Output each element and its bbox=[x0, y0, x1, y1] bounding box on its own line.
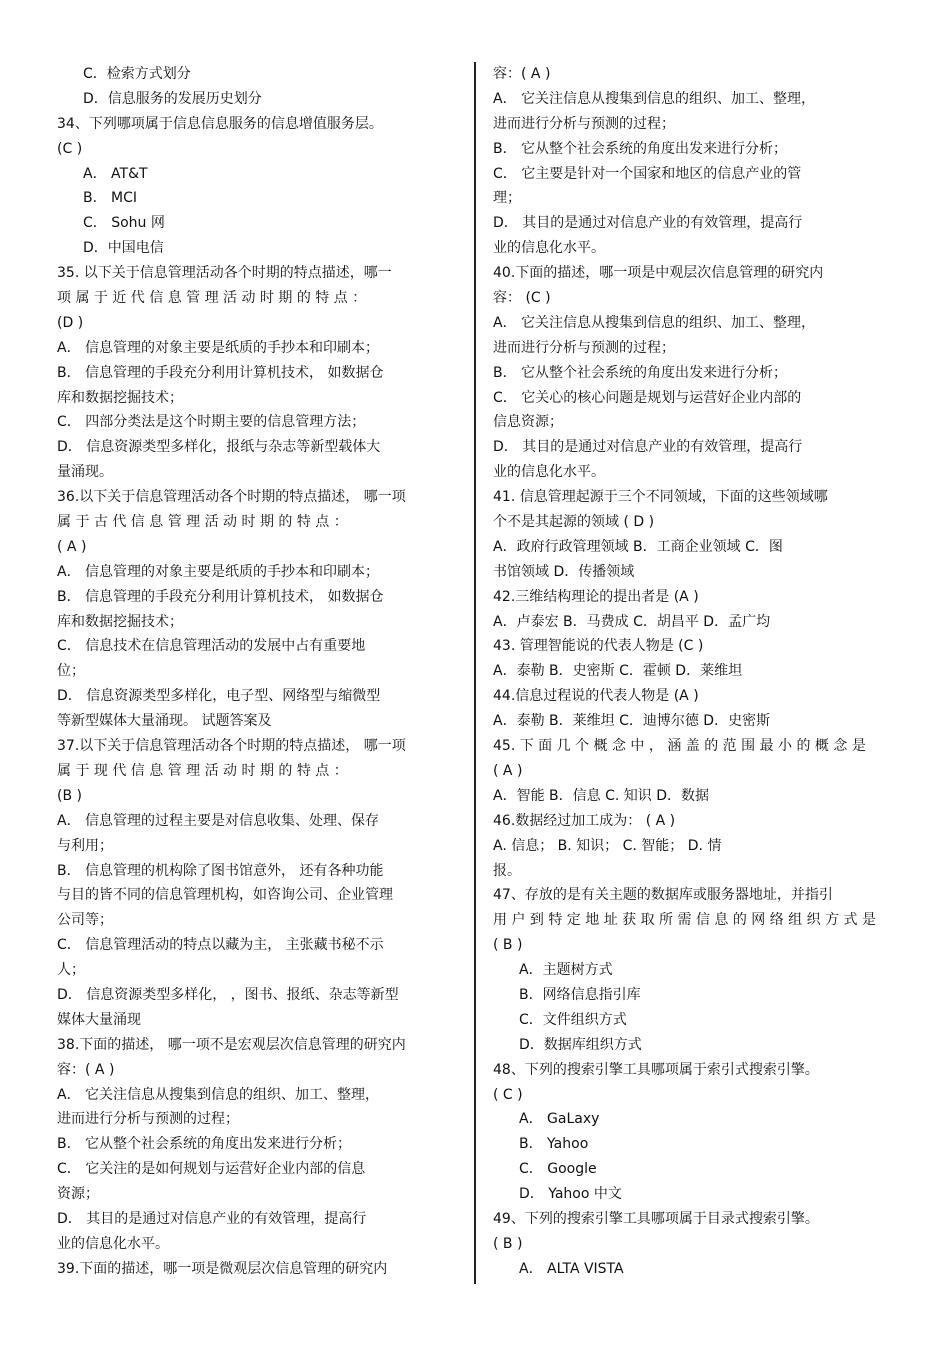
text-line: 36.以下关于信息管理活动各个时期的特点描述， 哪一项 bbox=[57, 489, 406, 506]
text-line: 库和数据挖掘技术； bbox=[57, 389, 183, 406]
text-line: D． 其目的是通过对信息产业的有效管理，提高行 bbox=[57, 1210, 367, 1227]
text-line: D． 其目的是通过对信息产业的有效管理，提高行 bbox=[493, 439, 803, 456]
text-line: D． 信息资源类型多样化，报纸与杂志等新型载体大 bbox=[57, 439, 381, 456]
text-line: 与利用； bbox=[57, 837, 113, 854]
text-line: A． AT&T bbox=[83, 165, 148, 182]
text-line: 进而进行分析与预测的过程； bbox=[493, 115, 675, 132]
text-line: 理； bbox=[493, 190, 521, 207]
text-line: 49、下列的搜索引擎工具哪项属于目录式搜索引擎。 bbox=[493, 1210, 819, 1227]
text-line: 媒体大量涌现 bbox=[57, 1011, 141, 1028]
text-line: 41. 信息管理起源于三个不同领域，下面的这些领域哪 bbox=[493, 489, 828, 506]
left-column bbox=[57, 62, 455, 1282]
text-line: 45. 下 面 几 个 概 念 中 ， 涵 盖 的 范 围 最 小 的 概 念 是 bbox=[493, 738, 866, 755]
text-line: 容： (C ) bbox=[493, 290, 551, 307]
text-line: A． 它关注信息从搜集到信息的组织、加工、整理， bbox=[493, 90, 816, 107]
text-line: A. 信息； B. 知识； C. 智能； D. 情 bbox=[493, 837, 722, 854]
text-line: 40.下面的描述，哪一项是中观层次信息管理的研究内 bbox=[493, 265, 824, 282]
text-line: A． 信息管理的对象主要是纸质的手抄本和印刷本； bbox=[57, 339, 380, 356]
text-line: 38.下面的描述， 哪一项不是宏观层次信息管理的研究内 bbox=[57, 1036, 406, 1053]
text-line: A．泰勒 B．莱维坦 C．迪博尔德 D．史密斯 bbox=[493, 713, 771, 730]
text-line: 42.三维结构理论的提出者是 (A ) bbox=[493, 588, 699, 605]
text-line: 业的信息化水平。 bbox=[57, 1235, 169, 1252]
text-line: 进而进行分析与预测的过程； bbox=[57, 1111, 239, 1128]
text-line: 46.数据经过加工成为： ( A ) bbox=[493, 812, 676, 829]
text-line: 属 于 现 代 信 息 管 理 活 动 时 期 的 特 点 ： bbox=[57, 762, 348, 779]
column-divider bbox=[474, 62, 476, 1284]
text-line: 公司等； bbox=[57, 912, 113, 929]
text-line: A． ALTA VISTA bbox=[519, 1260, 624, 1277]
text-line: 用 户 到 特 定 地 址 获 取 所 需 信 息 的 网 络 组 织 方 式 是 bbox=[493, 912, 877, 929]
text-line: D． Yahoo 中文 bbox=[519, 1186, 622, 1203]
text-line: 个不是其起源的领域 ( D ) bbox=[493, 514, 655, 531]
text-line: 37.以下关于信息管理活动各个时期的特点描述， 哪一项 bbox=[57, 738, 406, 755]
text-line: D．数据库组织方式 bbox=[519, 1036, 642, 1053]
text-line: B． 信息管理的手段充分利用计算机技术， 如数据仓 bbox=[57, 588, 384, 605]
text-line: A． 它关注信息从搜集到信息的组织、加工、整理， bbox=[493, 314, 816, 331]
text-line: B． MCI bbox=[83, 190, 138, 207]
text-line: 与目的皆不同的信息管理机构，如咨询公司、企业管理 bbox=[57, 887, 393, 904]
text-line: C． Sohu 网 bbox=[83, 215, 165, 232]
text-line: (C ) bbox=[57, 140, 83, 157]
text-line: C． 它关注的是如何规划与运营好企业内部的信息 bbox=[57, 1161, 366, 1178]
text-line: B． 它从整个社会系统的角度出发来进行分析； bbox=[493, 140, 788, 157]
text-line: A． 信息管理的对象主要是纸质的手抄本和印刷本； bbox=[57, 563, 380, 580]
text-line: B．网络信息指引库 bbox=[519, 986, 641, 1003]
text-line: ( B ) bbox=[493, 937, 523, 954]
text-line: 34、下列哪项属于信息信息服务的信息增值服务层。 bbox=[57, 115, 383, 132]
text-line: B． 信息管理的机构除了图书馆意外， 还有各种功能 bbox=[57, 862, 384, 879]
text-line: 报。 bbox=[493, 862, 521, 879]
text-line: C． Google bbox=[519, 1161, 597, 1178]
text-line: C． 信息技术在信息管理活动的发展中占有重要地 bbox=[57, 638, 366, 655]
text-line: 项 属 于 近 代 信 息 管 理 活 动 时 期 的 特 点 ： bbox=[57, 290, 367, 307]
text-line: 容：( A ) bbox=[57, 1061, 115, 1078]
text-line: A．政府行政管理领域 B．工商企业领域 C．图 bbox=[493, 538, 783, 555]
text-line: C． 信息管理活动的特点以藏为主， 主张藏书秘不示 bbox=[57, 937, 384, 954]
text-line: D．中国电信 bbox=[83, 240, 164, 257]
text-line: ( C ) bbox=[493, 1086, 523, 1103]
text-line: 量涌现。 bbox=[57, 464, 113, 481]
text-line: A． GaLaxy bbox=[519, 1111, 600, 1128]
text-line: D． 信息资源类型多样化，电子型、网络型与缩微型 bbox=[57, 688, 381, 705]
text-line: 等新型媒体大量涌现。 试题答案及 bbox=[57, 713, 272, 730]
text-line: 39.下面的描述，哪一项是微观层次信息管理的研究内 bbox=[57, 1260, 388, 1277]
text-line: D． 信息资源类型多样化， ，图书、报纸、杂志等新型 bbox=[57, 986, 399, 1003]
text-line: ( B ) bbox=[493, 1235, 523, 1252]
text-line: C．检索方式划分 bbox=[83, 66, 191, 82]
text-line: ( A ) bbox=[493, 762, 523, 779]
text-line: 44.信息过程说的代表人物是 (A ) bbox=[493, 688, 699, 705]
text-line: (B ) bbox=[57, 787, 82, 804]
text-line: D． 其目的是通过对信息产业的有效管理，提高行 bbox=[493, 215, 803, 232]
text-line: C． 它关心的核心问题是规划与运营好企业内部的 bbox=[493, 389, 802, 406]
text-line: 47、存放的是有关主题的数据库或服务器地址，并指引 bbox=[493, 887, 833, 904]
text-line: C．文件组织方式 bbox=[519, 1011, 627, 1028]
text-line: ( A ) bbox=[57, 538, 87, 555]
text-line: C． 它主要是针对一个国家和地区的信息产业的管 bbox=[493, 165, 802, 182]
text-line: A． 信息管理的过程主要是对信息收集、处理、保存 bbox=[57, 812, 380, 829]
text-line: 进而进行分析与预测的过程； bbox=[493, 339, 675, 356]
text-line: 书馆领域 D．传播领域 bbox=[493, 563, 635, 580]
text-line: 信息资源； bbox=[493, 414, 563, 431]
text-line: 35. 以下关于信息管理活动各个时期的特点描述，哪一 bbox=[57, 265, 392, 282]
text-line: 业的信息化水平。 bbox=[493, 464, 605, 481]
text-line: B． 它从整个社会系统的角度出发来进行分析； bbox=[493, 364, 788, 381]
text-line: B． Yahoo bbox=[519, 1136, 589, 1153]
text-line: 43. 管理智能说的代表人物是 (C ) bbox=[493, 638, 704, 655]
text-line: A． 它关注信息从搜集到信息的组织、加工、整理， bbox=[57, 1086, 380, 1103]
text-line: A．卢泰宏 B．马费成 C．胡昌平 D．孟广均 bbox=[493, 613, 771, 630]
text-line: 48、下列的搜索引擎工具哪项属于索引式搜索引擎。 bbox=[493, 1061, 819, 1078]
right-column bbox=[493, 62, 893, 1282]
text-line: 资源； bbox=[57, 1186, 99, 1203]
text-line: D．信息服务的发展历史划分 bbox=[83, 90, 262, 107]
text-line: A．智能 B．信息 C. 知识 D．数据 bbox=[493, 787, 709, 804]
text-line: B． 信息管理的手段充分利用计算机技术， 如数据仓 bbox=[57, 364, 384, 381]
text-line: 属 于 古 代 信 息 管 理 活 动 时 期 的 特 点 ： bbox=[57, 514, 348, 531]
text-line: (D ) bbox=[57, 314, 84, 331]
text-line: 容：( A ) bbox=[493, 66, 551, 82]
text-line: 库和数据挖掘技术； bbox=[57, 613, 183, 630]
text-line: A．泰勒 B．史密斯 C．霍顿 D．莱维坦 bbox=[493, 663, 743, 680]
text-line: A．主题树方式 bbox=[519, 962, 613, 979]
text-line: 业的信息化水平。 bbox=[493, 240, 605, 257]
text-line: C． 四部分类法是这个时期主要的信息管理方法； bbox=[57, 414, 366, 431]
text-line: 位； bbox=[57, 663, 85, 680]
text-line: 人； bbox=[57, 962, 85, 979]
text-line: B． 它从整个社会系统的角度出发来进行分析； bbox=[57, 1136, 352, 1153]
